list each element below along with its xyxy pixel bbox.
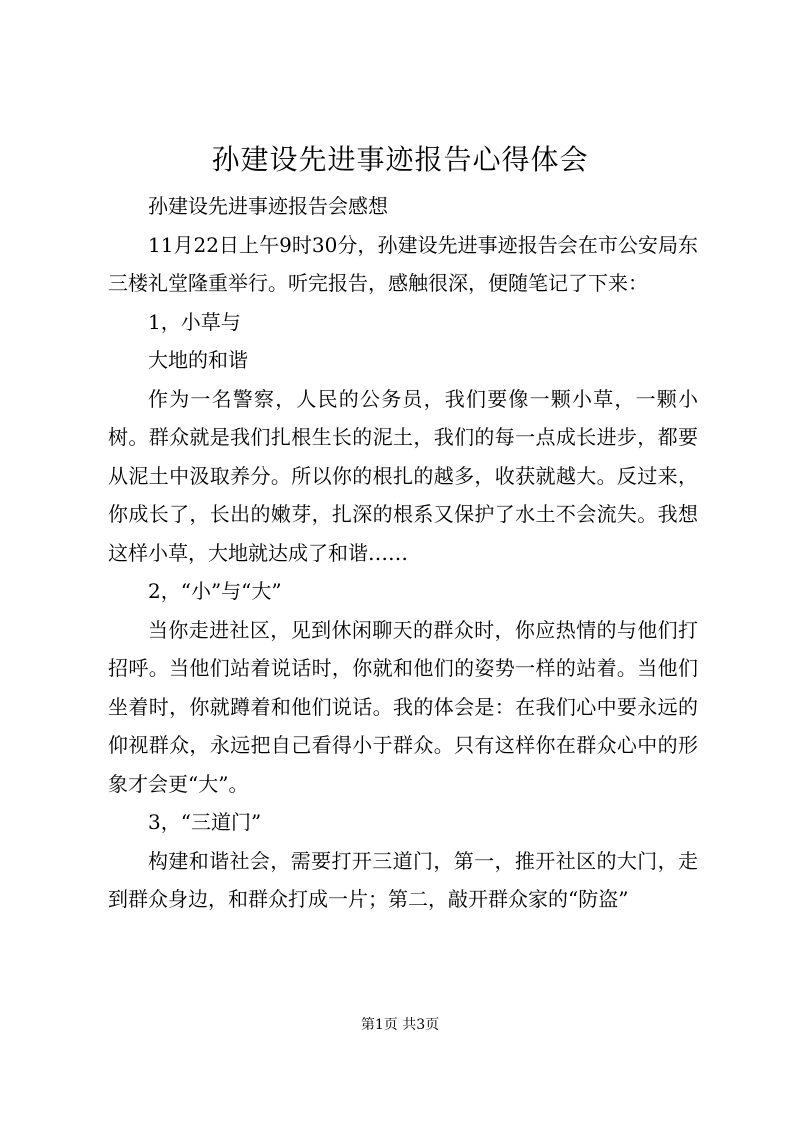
section-heading-2: 2，“小”与“大” bbox=[148, 579, 282, 603]
page-footer: 第1页 共3页 bbox=[360, 1017, 440, 1033]
document-title: 孙建设先进事迹报告心得体会 bbox=[211, 143, 589, 176]
paragraph-section-3: 构建和谐社会，需要打开三道门，第一，推开社区的大门，走到群众身边，和群众打成一片；第二，敲开群众家的“防盗” bbox=[108, 848, 698, 911]
section-heading-1: 1，小草与 bbox=[148, 309, 241, 334]
paragraph-subtitle: 孙建设先进事迹报告会感想 bbox=[148, 194, 388, 218]
document-body bbox=[108, 187, 698, 919]
section-heading-3: 3，“三道门” bbox=[148, 810, 262, 834]
section-heading-1-cont: 大地的和谐 bbox=[148, 348, 248, 372]
paragraph-section-1: 作为一名警察，人民的公务员，我们要像一颗小草，一颗小树。群众就是我们扎根生长的泥土，我们的每一点成长进步，都要从泥土中汲取养分。所以你的根扎的越多，收获就越大。反过来，你成长了，长出的嫩芽，扎深的根系又保护了水土不会流失。我想这样小草，大地就达成了和谐…… bbox=[108, 386, 698, 565]
paragraph-section-2: 当你走进社区，见到休闲聊天的群众时，你应热情的与他们打招呼。当他们站着说话时，你就和他们的姿势一样的站着。当他们坐着时，你就蹲着和他们说话。我的体会是：在我们心中要永远的仰视群众，永远把自己看得小于群众。只有这样你在群众心中的形象才会更“大”。 bbox=[108, 617, 698, 796]
paragraph-intro: 11月22日上午9时30分，孙建设先进事迹报告会在市公安局东三楼礼堂隆重举行。听完报告，感触很深，便随笔记了下来： bbox=[108, 232, 698, 295]
